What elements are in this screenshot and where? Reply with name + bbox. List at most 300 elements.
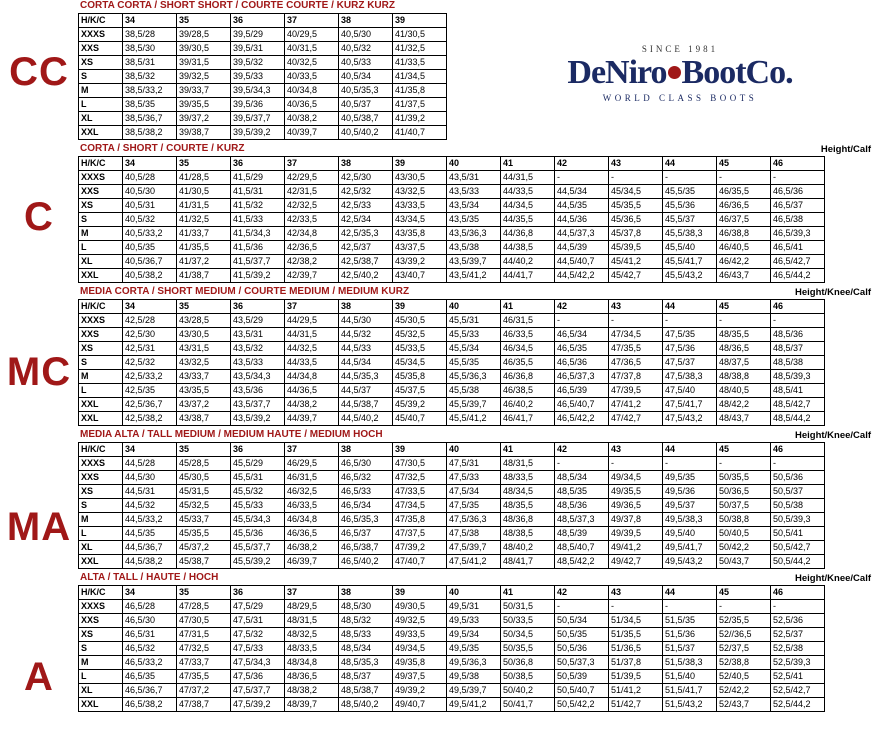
- table-cell: 46/40,2: [501, 398, 555, 412]
- table-cell: 43/37,5: [393, 241, 447, 255]
- table-cell: 41,5/31: [231, 185, 285, 199]
- table-cell: 51/35,5: [609, 628, 663, 642]
- table-cell: 47/28,5: [177, 600, 231, 614]
- table-cell: 44/33,5: [501, 185, 555, 199]
- column-header-size: 43: [609, 300, 663, 314]
- column-header-size: 34: [123, 443, 177, 457]
- table-cell: 42,5/32: [339, 185, 393, 199]
- table-cell: 45/39,2: [393, 398, 447, 412]
- table-cell: 40/29,5: [285, 28, 339, 42]
- table-cell: 51,5/38,3: [663, 656, 717, 670]
- table-cell: 47,5/31: [447, 457, 501, 471]
- table-cell: 45,5/37,7: [231, 541, 285, 555]
- column-header-hkc: H/K/C: [79, 14, 123, 28]
- table-cell: 46,5/35,3: [339, 513, 393, 527]
- table-header-row: [79, 14, 447, 28]
- table-cell: 47/33,5: [393, 485, 447, 499]
- table-cell: 41/35,5: [177, 241, 231, 255]
- table-cell: 48,5/35: [555, 485, 609, 499]
- table-cell: 44/31,5: [285, 328, 339, 342]
- category-letter: MC: [6, 350, 72, 394]
- row-header-size: XXL: [79, 412, 123, 426]
- table-cell: 49/39,5: [609, 527, 663, 541]
- column-header-size: 35: [177, 157, 231, 171]
- table-cell: 44,5/34: [555, 185, 609, 199]
- table-cell: 47/37,2: [177, 684, 231, 698]
- column-header-size: 45: [717, 300, 771, 314]
- table-cell: 42,5/37: [339, 241, 393, 255]
- size-table-block: [78, 143, 873, 283]
- table-cell: 46,5/37,3: [555, 370, 609, 384]
- row-header-size: L: [79, 527, 123, 541]
- table-cell: -: [663, 314, 717, 328]
- table-cell: 47,5/36: [231, 670, 285, 684]
- table-cell: 43/31,5: [177, 342, 231, 356]
- size-table-measure-legend: Height/Knee/Calf: [794, 430, 871, 441]
- table-cell: 48,5/36: [771, 328, 825, 342]
- table-cell: 48/36,5: [285, 670, 339, 684]
- column-header-size: 44: [663, 586, 717, 600]
- table-row: [79, 185, 825, 199]
- table-cell: -: [771, 171, 825, 185]
- size-table-block: [78, 0, 873, 140]
- table-cell: 43,5/36,3: [447, 227, 501, 241]
- table-cell: 44,5/33: [339, 342, 393, 356]
- table-cell: 44/36,5: [285, 384, 339, 398]
- table-cell: 47/30,5: [177, 614, 231, 628]
- table-cell: 46,5/42,2: [555, 412, 609, 426]
- table-row: [79, 126, 447, 140]
- table-cell: 48/31,5: [501, 457, 555, 471]
- table-cell: 41/32,5: [177, 213, 231, 227]
- table-cell: 40,5/40,2: [339, 126, 393, 140]
- table-cell: 52,5/36: [771, 614, 825, 628]
- table-cell: 45,5/29: [231, 457, 285, 471]
- table-cell: -: [555, 600, 609, 614]
- table-cell: 44,5/36: [555, 213, 609, 227]
- table-cell: 45,5/35: [663, 185, 717, 199]
- table-row: [79, 342, 825, 356]
- category-letter-column: [0, 0, 78, 741]
- logo-since-text: SINCE 1981: [641, 44, 719, 54]
- size-table-measure-legend: Height/Calf: [820, 144, 871, 155]
- table-cell: 45,5/39,7: [447, 398, 501, 412]
- row-header-size: M: [79, 513, 123, 527]
- table-cell: -: [717, 600, 771, 614]
- table-cell: 40,5/34: [339, 70, 393, 84]
- table-cell: 42/39,7: [285, 269, 339, 283]
- table-cell: 44,5/37,3: [555, 227, 609, 241]
- table-cell: 48/34,8: [285, 656, 339, 670]
- logo-brand-left: DeNiro: [567, 54, 667, 91]
- table-cell: 45,5/37: [663, 213, 717, 227]
- table-cell: 50,5/37: [771, 485, 825, 499]
- table-cell: 51/37,8: [609, 656, 663, 670]
- size-table: [78, 13, 447, 140]
- table-cell: 47,5/32: [231, 628, 285, 642]
- table-cell: 43,5/32: [231, 342, 285, 356]
- table-cell: 41/40,7: [393, 126, 447, 140]
- table-cell: 39/28,5: [177, 28, 231, 42]
- table-cell: -: [609, 314, 663, 328]
- table-cell: -: [663, 600, 717, 614]
- table-cell: 48/35,5: [717, 328, 771, 342]
- table-cell: 45/30,5: [177, 471, 231, 485]
- table-cell: 48,5/39: [555, 527, 609, 541]
- table-cell: 49/37,8: [609, 513, 663, 527]
- table-cell: 43/35,5: [177, 384, 231, 398]
- table-cell: -: [717, 171, 771, 185]
- table-cell: 42,5/34: [339, 213, 393, 227]
- column-header-size: 35: [177, 586, 231, 600]
- size-table: [78, 156, 825, 283]
- table-cell: 48/36,8: [501, 513, 555, 527]
- table-cell: 43/35,8: [393, 227, 447, 241]
- table-cell: 44/34,5: [501, 199, 555, 213]
- table-cell: 50,5/38: [771, 499, 825, 513]
- table-cell: 49/41,2: [609, 541, 663, 555]
- table-cell: 42/29,5: [285, 171, 339, 185]
- row-header-size: S: [79, 499, 123, 513]
- table-cell: 43,5/39,2: [231, 412, 285, 426]
- table-cell: 40/39,7: [285, 126, 339, 140]
- column-header-size: 42: [555, 157, 609, 171]
- table-cell: 47/35,8: [393, 513, 447, 527]
- table-cell: 44/39,7: [285, 412, 339, 426]
- table-row: [79, 255, 825, 269]
- row-header-size: XXXS: [79, 314, 123, 328]
- row-header-size: XL: [79, 255, 123, 269]
- table-cell: 52/37,5: [717, 642, 771, 656]
- table-cell: 43/30,5: [393, 171, 447, 185]
- table-cell: 49,5/43,2: [663, 555, 717, 569]
- table-cell: 47/30,5: [393, 457, 447, 471]
- table-cell: 45,5/33: [447, 328, 501, 342]
- table-cell: 51,5/43,2: [663, 698, 717, 712]
- column-header-size: 41: [501, 300, 555, 314]
- table-cell: 46,5/30: [339, 457, 393, 471]
- table-cell: 45,5/38,3: [663, 227, 717, 241]
- table-cell: 44,5/28: [123, 457, 177, 471]
- table-cell: 52/43,7: [717, 698, 771, 712]
- table-cell: 50/36,8: [501, 656, 555, 670]
- table-cell: 44/38,2: [285, 398, 339, 412]
- table-cell: 45,5/35: [447, 356, 501, 370]
- table-cell: 45/42,7: [609, 269, 663, 283]
- column-header-size: 38: [339, 586, 393, 600]
- table-row: [79, 642, 825, 656]
- table-cell: 48/33,5: [501, 471, 555, 485]
- table-header-row: [79, 443, 825, 457]
- table-cell: 44/38,5: [501, 241, 555, 255]
- table-cell: 46/35,5: [717, 185, 771, 199]
- row-header-size: XXL: [79, 398, 123, 412]
- table-cell: -: [717, 457, 771, 471]
- table-cell: 44,5/30: [339, 314, 393, 328]
- table-cell: 42,5/35: [123, 384, 177, 398]
- table-cell: 45/34,5: [393, 356, 447, 370]
- table-row: [79, 698, 825, 712]
- table-cell: 46,5/35: [555, 342, 609, 356]
- table-cell: 46/32,5: [285, 485, 339, 499]
- table-cell: 47/39,5: [609, 384, 663, 398]
- table-cell: -: [609, 171, 663, 185]
- column-header-hkc: H/K/C: [79, 300, 123, 314]
- table-cell: 44,5/35: [555, 199, 609, 213]
- table-cell: 41/30,5: [393, 28, 447, 42]
- table-cell: 48/34,5: [501, 485, 555, 499]
- table-cell: 46,5/35: [123, 670, 177, 684]
- column-header-size: 41: [501, 443, 555, 457]
- table-cell: 44,5/34: [339, 356, 393, 370]
- column-header-size: 43: [609, 586, 663, 600]
- table-cell: 48,5/34: [339, 642, 393, 656]
- table-cell: 47/31,5: [177, 628, 231, 642]
- column-header-size: 40: [447, 443, 501, 457]
- table-cell: 46/36,8: [501, 370, 555, 384]
- table-row: [79, 241, 825, 255]
- table-cell: 42,5/33,2: [123, 370, 177, 384]
- table-cell: 46,5/42,7: [771, 255, 825, 269]
- table-cell: 50/35,5: [501, 642, 555, 656]
- table-cell: 47/33,7: [177, 656, 231, 670]
- table-cell: 45,5/40: [663, 241, 717, 255]
- table-cell: 48/39,7: [285, 698, 339, 712]
- column-header-size: 46: [771, 586, 825, 600]
- table-cell: 40/33,5: [285, 70, 339, 84]
- table-cell: 41/37,2: [177, 255, 231, 269]
- table-row: [79, 28, 447, 42]
- table-cell: 48/43,7: [717, 412, 771, 426]
- table-cell: 48/31,5: [285, 614, 339, 628]
- table-cell: 49,5/36: [663, 485, 717, 499]
- table-cell: 49/30,5: [393, 600, 447, 614]
- table-cell: 49,5/40: [663, 527, 717, 541]
- table-cell: 50,5/42,7: [771, 541, 825, 555]
- table-cell: 49/42,7: [609, 555, 663, 569]
- table-cell: 49/35,5: [609, 485, 663, 499]
- row-header-size: XXXS: [79, 171, 123, 185]
- table-cell: 44,5/38,2: [123, 555, 177, 569]
- column-header-size: 35: [177, 300, 231, 314]
- table-cell: 46,5/37: [339, 527, 393, 541]
- table-cell: 46/37,5: [717, 213, 771, 227]
- size-table: [78, 585, 825, 712]
- column-header-size: 35: [177, 14, 231, 28]
- table-cell: 39/38,7: [177, 126, 231, 140]
- table-cell: 47,5/38,3: [663, 370, 717, 384]
- column-header-size: 40: [447, 300, 501, 314]
- table-cell: 47/34,5: [609, 328, 663, 342]
- table-cell: 46,5/39: [555, 384, 609, 398]
- table-cell: 42,5/30: [123, 328, 177, 342]
- table-cell: 41/30,5: [177, 185, 231, 199]
- table-cell: 41/35,8: [393, 84, 447, 98]
- table-cell: 48/35,5: [501, 499, 555, 513]
- table-cell: 44/34,8: [285, 370, 339, 384]
- table-cell: 44,5/35,3: [339, 370, 393, 384]
- table-cell: 52,5/44,2: [771, 698, 825, 712]
- table-cell: 49,5/38,3: [663, 513, 717, 527]
- table-cell: 43,5/36: [231, 384, 285, 398]
- size-table: [78, 299, 825, 426]
- table-cell: 46/33,5: [501, 328, 555, 342]
- table-cell: 46,5/37: [771, 199, 825, 213]
- table-cell: 48/38,8: [717, 370, 771, 384]
- table-cell: 41/32,5: [393, 42, 447, 56]
- table-cell: 50/35,5: [717, 471, 771, 485]
- table-cell: 45/41,2: [609, 255, 663, 269]
- column-header-size: 46: [771, 157, 825, 171]
- column-header-hkc: H/K/C: [79, 443, 123, 457]
- row-header-size: L: [79, 241, 123, 255]
- table-cell: 45/28,5: [177, 457, 231, 471]
- table-cell: 38,5/31: [123, 56, 177, 70]
- table-cell: 44,5/32: [123, 499, 177, 513]
- table-cell: 41/38,7: [177, 269, 231, 283]
- table-cell: 39,5/37,7: [231, 112, 285, 126]
- row-header-size: L: [79, 384, 123, 398]
- table-cell: 49,5/35: [447, 642, 501, 656]
- table-cell: 48,5/41: [771, 384, 825, 398]
- table-cell: 52,5/41: [771, 670, 825, 684]
- row-header-size: M: [79, 84, 123, 98]
- table-cell: 46/38,2: [285, 541, 339, 555]
- table-cell: 43,5/37,7: [231, 398, 285, 412]
- table-cell: 50/38,8: [717, 513, 771, 527]
- column-header-size: 45: [717, 157, 771, 171]
- table-cell: 49/37,5: [393, 670, 447, 684]
- table-cell: 40,5/38,2: [123, 269, 177, 283]
- table-cell: 45/40,7: [393, 412, 447, 426]
- table-cell: 48,5/33: [339, 628, 393, 642]
- column-header-size: 36: [231, 300, 285, 314]
- table-cell: 46,5/36: [555, 356, 609, 370]
- table-cell: 43/40,7: [393, 269, 447, 283]
- table-cell: 45/33,5: [393, 342, 447, 356]
- table-cell: 49,5/41,7: [663, 541, 717, 555]
- table-cell: 50,5/34: [555, 614, 609, 628]
- logo-brand-right: BootCo.: [681, 54, 793, 91]
- logo-tagline: WORLD CLASS BOOTS: [602, 93, 758, 103]
- table-cell: 46/36,5: [717, 199, 771, 213]
- column-header-size: 34: [123, 14, 177, 28]
- size-table-block: [78, 572, 873, 712]
- table-cell: 44/40,2: [501, 255, 555, 269]
- table-cell: 51/36,5: [609, 642, 663, 656]
- size-table-measure-legend: Height/Knee/Calf: [794, 573, 871, 584]
- table-row: [79, 471, 825, 485]
- table-row: [79, 98, 447, 112]
- table-cell: 50/40,2: [501, 684, 555, 698]
- table-cell: 43,5/38: [447, 241, 501, 255]
- table-cell: 45/37,5: [393, 384, 447, 398]
- table-header-row: [79, 157, 825, 171]
- table-cell: 45/35,5: [177, 527, 231, 541]
- table-cell: 44,5/42,2: [555, 269, 609, 283]
- table-cell: 45/32,5: [177, 499, 231, 513]
- table-cell: 42,5/38,2: [123, 412, 177, 426]
- table-cell: 48/36,5: [717, 342, 771, 356]
- table-cell: 52/38,8: [717, 656, 771, 670]
- table-row: [79, 628, 825, 642]
- table-cell: 48,5/32: [339, 614, 393, 628]
- table-cell: 44,5/30: [123, 471, 177, 485]
- table-row: [79, 656, 825, 670]
- table-cell: 45,5/34,3: [231, 513, 285, 527]
- table-cell: 49/35,8: [393, 656, 447, 670]
- table-cell: 48,5/38,7: [339, 684, 393, 698]
- table-cell: 41,5/34,3: [231, 227, 285, 241]
- table-cell: 45,5/36,3: [447, 370, 501, 384]
- table-row: [79, 199, 825, 213]
- table-cell: 50,5/37,3: [555, 656, 609, 670]
- table-cell: 44/36,8: [501, 227, 555, 241]
- table-cell: 41/34,5: [393, 70, 447, 84]
- row-header-size: XS: [79, 199, 123, 213]
- table-cell: 44,5/40,2: [339, 412, 393, 426]
- table-cell: 45,5/33: [231, 499, 285, 513]
- table-cell: 49,5/33: [447, 614, 501, 628]
- table-cell: 46,5/34: [339, 499, 393, 513]
- table-cell: 51,5/36: [663, 628, 717, 642]
- category-letter: MA: [6, 505, 72, 549]
- table-cell: 47/37,8: [609, 370, 663, 384]
- table-cell: 48,5/37: [771, 342, 825, 356]
- table-cell: 43/28,5: [177, 314, 231, 328]
- table-cell: 39,5/29: [231, 28, 285, 42]
- table-cell: 44/32,5: [285, 342, 339, 356]
- table-cell: 44,5/35: [123, 527, 177, 541]
- table-cell: 51,5/35: [663, 614, 717, 628]
- table-cell: 40,5/38,7: [339, 112, 393, 126]
- table-cell: 46,5/32: [123, 642, 177, 656]
- table-cell: 40,5/33: [339, 56, 393, 70]
- table-cell: 46/34,8: [285, 513, 339, 527]
- table-cell: 45,5/41,7: [663, 255, 717, 269]
- table-cell: 39,5/36: [231, 98, 285, 112]
- table-cell: 41/37,5: [393, 98, 447, 112]
- table-cell: 48,5/42,7: [771, 398, 825, 412]
- table-cell: 40/36,5: [285, 98, 339, 112]
- table-cell: 52,5/38: [771, 642, 825, 656]
- column-header-size: 44: [663, 157, 717, 171]
- table-cell: 50,5/36: [555, 642, 609, 656]
- table-cell: 45/33,7: [177, 513, 231, 527]
- table-cell: 46/42,2: [717, 255, 771, 269]
- table-cell: 41,5/33: [231, 213, 285, 227]
- table-cell: 47,5/38: [447, 527, 501, 541]
- table-cell: 49/39,2: [393, 684, 447, 698]
- table-cell: 42/33,5: [285, 213, 339, 227]
- table-cell: 47,5/34,3: [231, 656, 285, 670]
- row-header-size: XXL: [79, 698, 123, 712]
- table-row: [79, 614, 825, 628]
- table-cell: 49,5/41,2: [447, 698, 501, 712]
- table-row: [79, 600, 825, 614]
- table-cell: -: [771, 314, 825, 328]
- table-cell: 46,5/38,2: [123, 698, 177, 712]
- table-cell: 43/33,5: [393, 199, 447, 213]
- table-cell: 43/32,5: [393, 185, 447, 199]
- table-cell: 48/40,5: [717, 384, 771, 398]
- table-cell: 44,5/38,7: [339, 398, 393, 412]
- category-letter: C: [24, 195, 54, 239]
- table-cell: 38,5/32: [123, 70, 177, 84]
- table-cell: 44,5/37: [339, 384, 393, 398]
- size-table-title: CORTA CORTA / SHORT SHORT / COURTE COURTE / KURZ KURZ: [80, 0, 395, 11]
- table-cell: 38,5/33,2: [123, 84, 177, 98]
